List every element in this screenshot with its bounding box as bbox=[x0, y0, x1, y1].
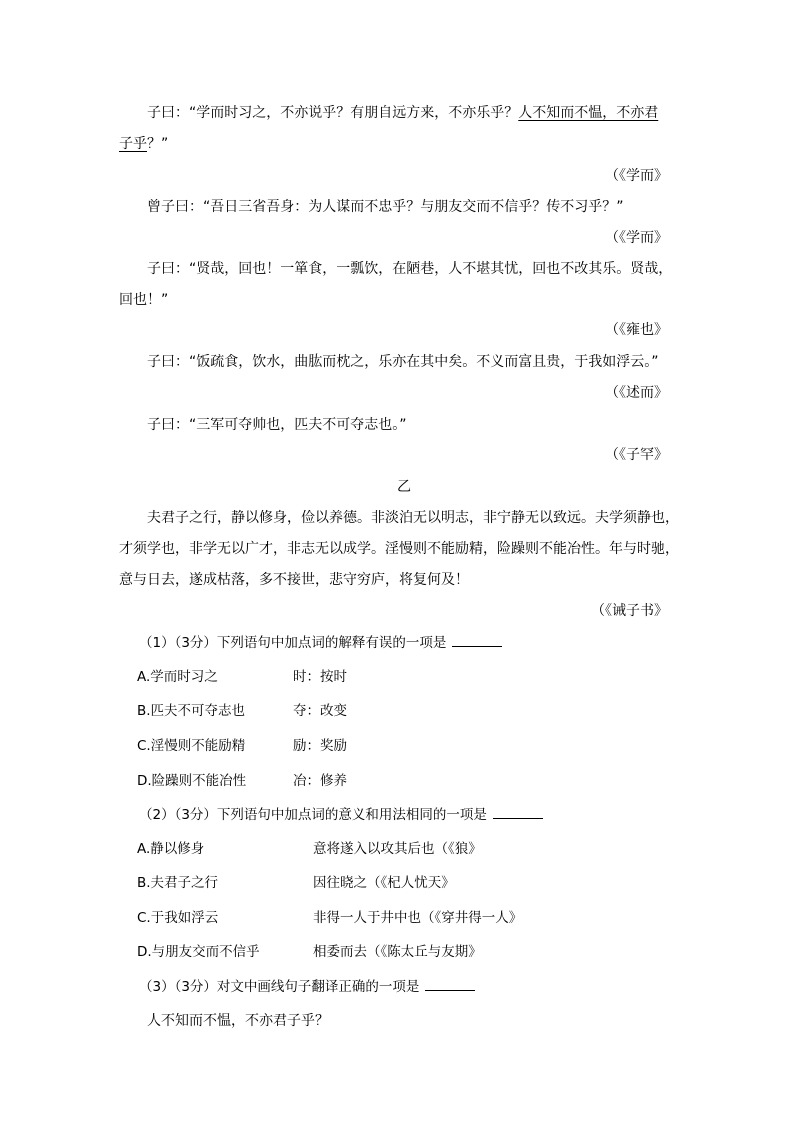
source-citation: （《学而》 bbox=[605, 168, 668, 184]
option-b-comparison: 因往晓之（《杞人忧天》 bbox=[313, 875, 455, 891]
option-a-explanation: 时：按时 bbox=[293, 669, 347, 685]
source-citation: （《诫子书》 bbox=[591, 603, 668, 619]
quote-3-line-2: 回也！” bbox=[119, 292, 169, 308]
option-a: A.学而时习之 bbox=[137, 669, 218, 685]
passage-line: 才须学也，非学无以广才，非志无以成学。淫慢则不能励精，险躁则不能冶性。年与时驰， bbox=[119, 541, 679, 557]
source-citation: （《子罕》 bbox=[605, 447, 668, 463]
question-stem bbox=[139, 806, 543, 824]
stem-text: （1）（3分）下列语句中加点词的解释有误的一项是 bbox=[139, 635, 447, 651]
quote-1-line-2 bbox=[119, 135, 168, 153]
quote-5: 子曰：“三军可夺帅也，匹夫不可夺志也。” bbox=[147, 417, 407, 433]
option-b: B.夫君子之行 bbox=[137, 875, 219, 891]
option-b: B.匹夫不可夺志也 bbox=[137, 703, 246, 719]
quote-2: 曾子曰：“吾日三省吾身：为人谋而不忠乎？与朋友交而不信乎？传不习乎？” bbox=[147, 199, 624, 215]
question-stem bbox=[139, 634, 502, 652]
answer-blank bbox=[452, 634, 502, 647]
option-d-comparison: 相委而去（《陈太丘与友期》 bbox=[313, 944, 482, 960]
passage-line: 意与日去，遂成枯落，多不接世，悲守穷庐，将复何及！ bbox=[119, 572, 469, 588]
option-c: C.于我如浮云 bbox=[137, 910, 219, 926]
option-a-comparison: 意将遂入以攻其后也（《狼》 bbox=[313, 841, 482, 857]
underlined-sentence: 人不知而不愠，不亦君 bbox=[518, 105, 659, 121]
quote-text: 子曰：“学而时习之，不亦说乎？有朋自远方来，不亦乐乎？ bbox=[147, 105, 519, 121]
question-stem bbox=[139, 978, 475, 996]
source-citation: （《雍也》 bbox=[605, 322, 668, 338]
underlined-sentence: 子乎 bbox=[119, 136, 147, 152]
quote-text: ？” bbox=[147, 136, 169, 152]
stem-text: （3）（3分）对文中画线句子翻译正确的一项是 bbox=[139, 979, 420, 995]
option-c-comparison: 非得一人于井中也（《穿井得一人》 bbox=[313, 910, 523, 926]
stem-text: （2）（3分）下列语句中加点词的意义和用法相同的一项是 bbox=[139, 807, 487, 823]
option-b-explanation: 夺：改变 bbox=[293, 703, 347, 719]
answer-blank bbox=[425, 978, 475, 991]
option-d: D.与朋友交而不信乎 bbox=[137, 944, 260, 960]
quote-3-line-1: 子曰：“贤哉，回也！一箪食，一瓢饮，在陋巷，人不堪其忧，回也不改其乐。贤哉， bbox=[147, 261, 673, 277]
quoted-sentence: 人不知而不愠，不亦君子乎？ bbox=[147, 1013, 329, 1029]
section-heading: 乙 bbox=[397, 479, 411, 495]
quote-1-line-1 bbox=[147, 104, 658, 122]
source-citation: （《述而》 bbox=[605, 385, 668, 401]
option-d-explanation: 冶：修养 bbox=[293, 773, 347, 789]
option-c-explanation: 励：奖励 bbox=[293, 738, 347, 754]
passage-line: 夫君子之行，静以修身，俭以养德。非淡泊无以明志，非宁静无以致远。夫学须静也， bbox=[147, 510, 679, 526]
option-a: A.静以修身 bbox=[137, 841, 205, 857]
option-c: C.淫慢则不能励精 bbox=[137, 738, 246, 754]
answer-blank bbox=[493, 806, 543, 819]
source-citation: （《学而》 bbox=[605, 230, 668, 246]
option-d: D.险躁则不能冶性 bbox=[137, 773, 247, 789]
quote-4: 子曰：“饭疏食，饮水，曲肱而枕之，乐亦在其中矣。不义而富且贵，于我如浮云。” bbox=[147, 354, 659, 370]
